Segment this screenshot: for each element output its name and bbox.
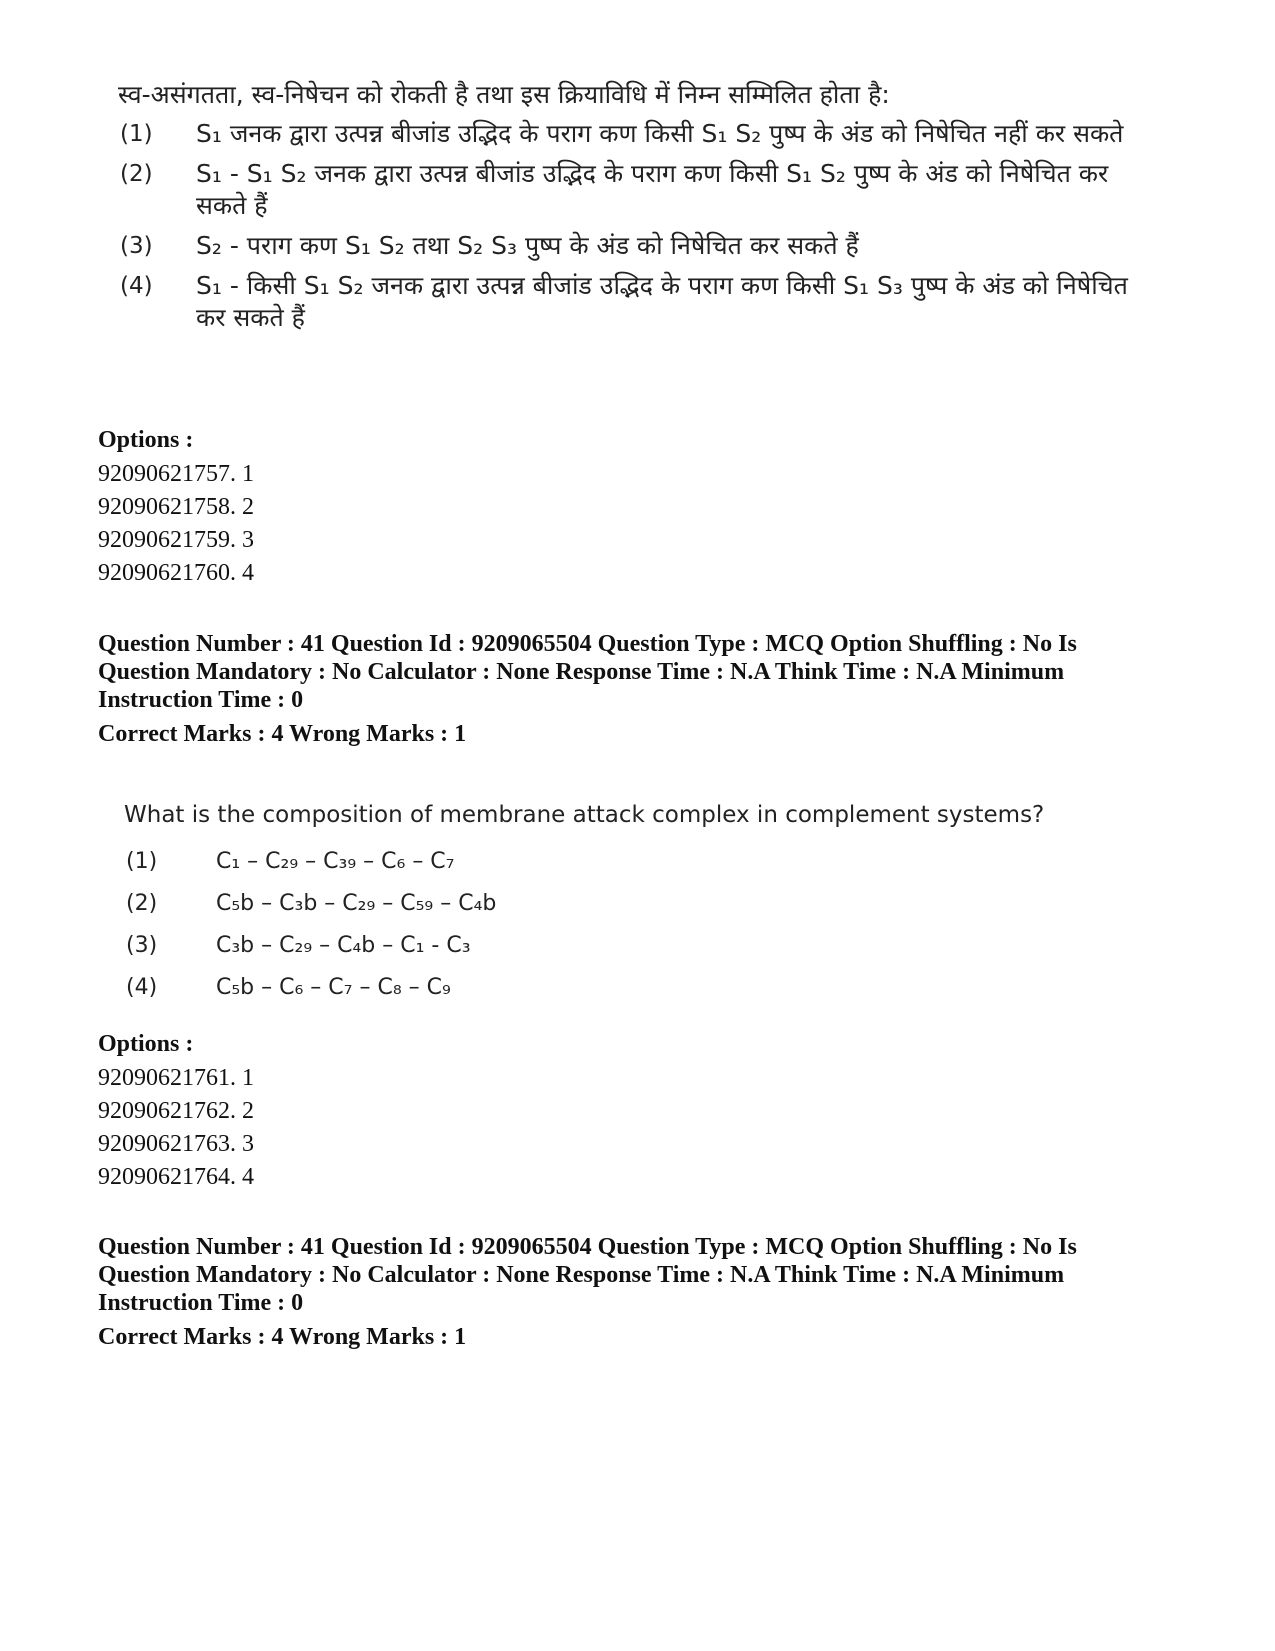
question-a-choice [112,158,1132,222]
choice-text: C₃b – C₂₉ – C₄b – C₁ - C₃ [216,933,471,958]
choice-text: S₁ - किसी S₁ S₂ जनक द्वारा उत्पन्न बीजांड उद्भिद के पराग कण किसी S₁ S₃ पुष्प के अंड को निषेचित कर सकते हैं [196,271,1128,332]
option-line: 92090621762. 2 [98,1098,254,1124]
choice-text: C₅b – C₃b – C₂₉ – C₅₉ – C₄b [216,891,497,916]
question-b-choice [118,932,1118,960]
option-line: 92090621760. 4 [98,560,254,586]
choice-number: (2) [126,891,158,916]
option-line: 92090621759. 3 [98,527,254,553]
meta-line: Instruction Time : 0 [98,1290,304,1316]
choice-text: S₁ - S₁ S₂ जनक द्वारा उत्पन्न बीजांड उद्भिद के पराग कण किसी S₁ S₂ पुष्प के अंड को निषेचित कर सकते हैं [196,159,1109,220]
options-b [98,1030,1178,1194]
choice-number: (3) [120,233,153,259]
question-a-choice [112,270,1132,334]
choice-number: (1) [120,121,153,147]
choice-number: (1) [126,849,158,874]
choice-text: C₅b – C₆ – C₇ – C₈ – C₉ [216,975,451,1000]
question-a-image [112,78,1132,342]
options-a [98,426,1178,590]
meta-line: Question Mandatory : No Calculator : None Response Time : N.A Think Time : N.A Minimum [98,1262,1065,1288]
options-heading: Options : [98,1031,194,1057]
option-line: 92090621758. 2 [98,494,254,520]
question-meta-1 [98,630,1178,748]
option-line: 92090621763. 3 [98,1131,254,1157]
choice-number: (4) [120,273,153,299]
question-b-stem: What is the composition of membrane attack complex in complement systems? [124,802,1045,828]
choice-text: S₂ - पराग कण S₁ S₂ तथा S₂ S₃ पुष्प के अंड को निषेचित कर सकते हैं [196,231,859,260]
choice-number: (2) [120,161,153,187]
choice-text: S₁ जनक द्वारा उत्पन्न बीजांड उद्भिद के पराग कण किसी S₁ S₂ पुष्प के अंड को निषेचित नहीं कर सकते [196,119,1124,148]
question-a-choice [112,230,1132,262]
choice-number: (3) [126,933,158,958]
option-line: 92090621757. 1 [98,461,254,487]
options-heading: Options : [98,427,194,453]
question-b-choice [118,974,1118,1002]
meta-line: Question Number : 41 Question Id : 9209065504 Question Type : MCQ Option Shuffling : No Is [98,631,1077,657]
marks-line: Correct Marks : 4 Wrong Marks : 1 [98,1324,467,1350]
choice-number: (4) [126,975,158,1000]
question-b-choice [118,890,1118,918]
marks-line: Correct Marks : 4 Wrong Marks : 1 [98,721,467,747]
meta-line: Question Mandatory : No Calculator : None Response Time : N.A Think Time : N.A Minimum [98,659,1065,685]
option-line: 92090621761. 1 [98,1065,254,1091]
meta-line: Instruction Time : 0 [98,687,304,713]
question-b-choice [118,848,1118,876]
question-meta-2 [98,1233,1178,1351]
question-a-choice [112,118,1132,150]
option-line: 92090621764. 4 [98,1164,254,1190]
question-b-image [118,800,1118,1016]
meta-line: Question Number : 41 Question Id : 9209065504 Question Type : MCQ Option Shuffling : No Is [98,1234,1077,1260]
choice-text: C₁ – C₂₉ – C₃₉ – C₆ – C₇ [216,849,455,874]
question-a-stem: स्व-असंगतता, स्व-निषेचन को रोकती है तथा इस क्रियाविधि में निम्न सम्मिलित होता है: [118,80,890,109]
